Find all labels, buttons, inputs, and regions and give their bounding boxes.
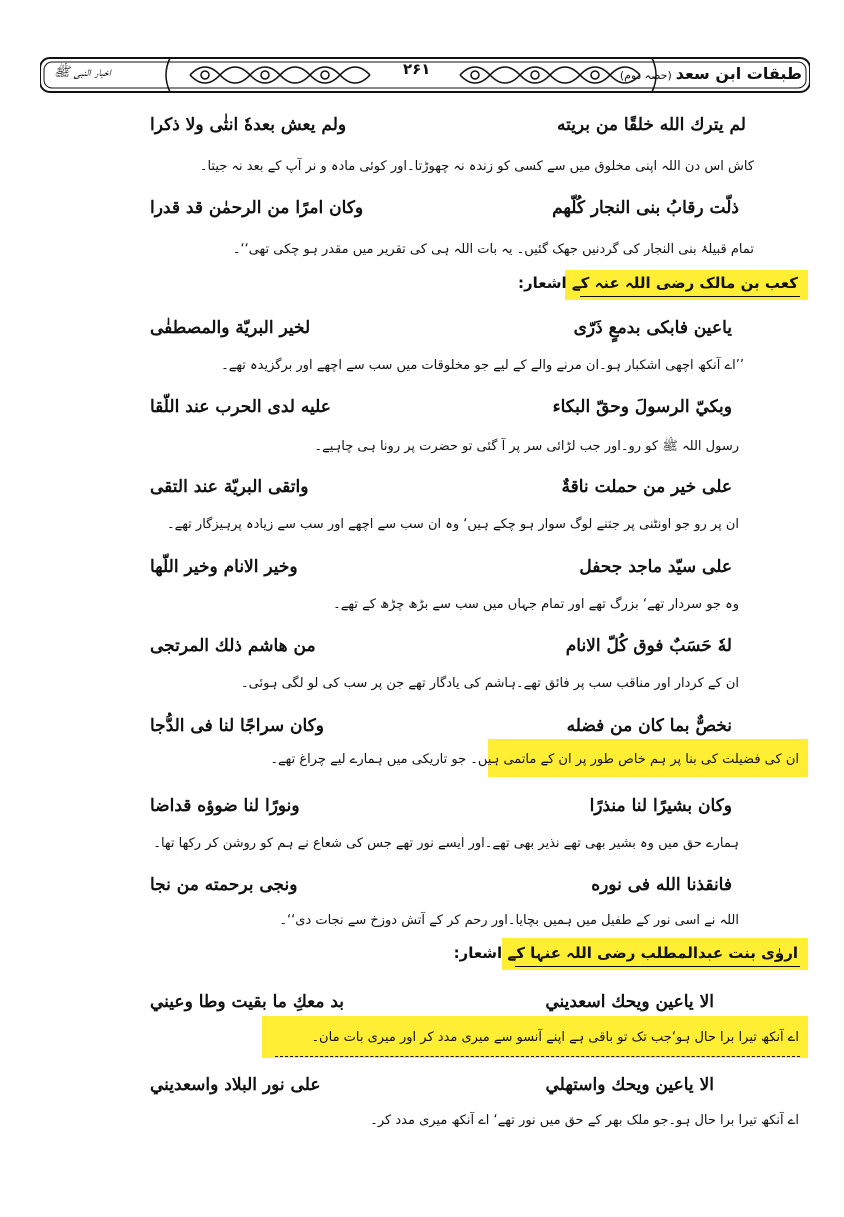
translation-line: اے آنکھ تیرا برا حال ہو۔جو ملک بھر کے حق میں نور تھے‘ اے آنکھ میری مدد کر۔ <box>370 1113 799 1128</box>
heading-underline <box>580 296 800 297</box>
page-header <box>40 50 810 100</box>
verse-line: لخير البريّة والمصطفٰى <box>150 318 311 338</box>
verse-line: على سيّد ماجد جحفل <box>579 557 732 577</box>
translation-line: رسول اللہ ﷺ کو رو۔اور جب لڑائی سر پر آ گئی تو حضرت پر رونا ہی چاہیے۔ <box>314 439 739 454</box>
verse-line: الا ياعين ويحك اسعديني <box>545 992 714 1012</box>
verse-line: بد معكِ ما بقيت وطا وعيني <box>150 992 345 1012</box>
translation-line: ان کے کردار اور مناقب سب پر فائق تھے۔ہاشم کی یادگار تھے جن پر سب کی لو لگی ہوئی۔ <box>241 676 739 691</box>
verse-line: ياعين فابكى بدمعٍ ذَرّى <box>573 318 732 338</box>
translation-line: وہ جو سردار تھے‘ بزرگ تھے اور تمام جہاں میں سب سے بڑھ چڑھ کے تھے۔ <box>333 597 739 612</box>
section-heading: کعب بن مالک رضی اللہ عنہ کے اشعار: <box>518 274 798 292</box>
translation-line: کاش اس دن اللہ اپنی مخلوق میں سے کسی کو زندہ نہ چھوڑتا۔اور کوئی مادہ و نر آپ کے بعد نہ جیتا۔ <box>199 159 754 174</box>
highlight-underline <box>275 1056 800 1057</box>
verse-line: وكان بشيرًا لنا منذرًا <box>589 796 732 816</box>
verse-line: ولم يعش بعدهٗ انثٰی ولا ذكرا <box>150 115 347 135</box>
translation-line: اللہ نے اسی نور کے طفیل میں ہمیں بچایا۔اور رحم کر کے آتش دوزخ سے نجات دی‘‘۔ <box>279 913 739 928</box>
translation-line: ’’اے آنکھ اچھی اشکبار ہو۔ان مرنے والے کے لیے جو مخلوقات میں سب سے اچھے اور برگزیدہ تھے۔ <box>221 358 744 373</box>
translation-line: ان کی فضیلت کی بنا پر ہم خاص طور پر ان کے ماتمی ہیں۔ جو تاریکی میں ہمارے لیے چراغ تھے۔ <box>270 752 799 767</box>
section-title: اخبار النبی ﷺ <box>54 65 111 80</box>
verse-line: وبكيّ الرسولَ وحقّ البكاء <box>552 397 732 417</box>
translation-line: اے آنکھ تیرا برا حال ہو‘جب تک تو باقی ہے اپنے آنسو سے میری مدد کر اور میری بات مان۔ <box>311 1030 799 1045</box>
verse-line: الا ياعين ويحك واستهلي <box>545 1075 714 1095</box>
verse-line: نخصٌّ بما كان من فضله <box>566 716 732 736</box>
verse-line: فانقذنا الله فى نوره <box>591 875 732 895</box>
verse-line: وخير الانام وخير اللّها <box>150 557 298 577</box>
translation-line: تمام قبیلۂ بنی النجار کی گردنیں جھک گئیں۔ یہ بات اللہ ہی کی تقریر میں مقدر ہو چکی تھی‘‘۔ <box>232 242 754 257</box>
verse-line: عليه لدى الحرب عند اللّقا <box>150 397 331 417</box>
verse-line: على نور البلاد واسعديني <box>150 1075 321 1095</box>
book-title: طبقات ابن سعد(حصہ دوم) <box>619 64 802 83</box>
translation-line: ہمارے حق میں وہ بشیر بھی تھے نذیر بھی تھے۔اور ایسے نور تھے جس کی شعاع نے ہم کو روشن کر رکھا تھا۔ <box>153 836 739 851</box>
volume-part: (حصہ دوم) <box>619 69 672 82</box>
translation-line: ان پر رو جو اونٹنی پر جتنے لوگ سوار ہو چکے ہیں‘ وہ ان سب سے اچھے اور سب سے زیادہ پرہیزگار تھے۔ <box>166 517 739 532</box>
verse-line: وكان سراجًا لنا فى الدُّجا <box>150 716 324 736</box>
page-number: ۲۶۱ <box>403 60 431 78</box>
verse-line: على خير من حملت ناقةٌ <box>561 477 732 497</box>
verse-line: ونورًا لنا ضوؤه قداضا <box>150 796 300 816</box>
heading-underline <box>515 966 800 967</box>
verse-line: من هاشم ذلك المرتجى <box>150 636 316 656</box>
verse-line: واتقى البريّة عند التقى <box>150 477 309 497</box>
verse-line: ذلّت رقابُ بنی النجار كُلّهم <box>552 198 739 218</box>
verse-line: وكان امرًا من الرحمٰن قد قدرا <box>150 198 364 218</box>
verse-line: لهٗ حَسَبٌ فوق كُلّ الانام <box>565 636 732 656</box>
section-heading: اروٰی بنت عبدالمطلب رضی اللہ عنہا کے اشعار: <box>453 944 798 962</box>
verse-line: ونجى برحمته من نجا <box>150 875 298 895</box>
verse-line: لم يترك الله خلقًا من بريته <box>556 115 746 135</box>
